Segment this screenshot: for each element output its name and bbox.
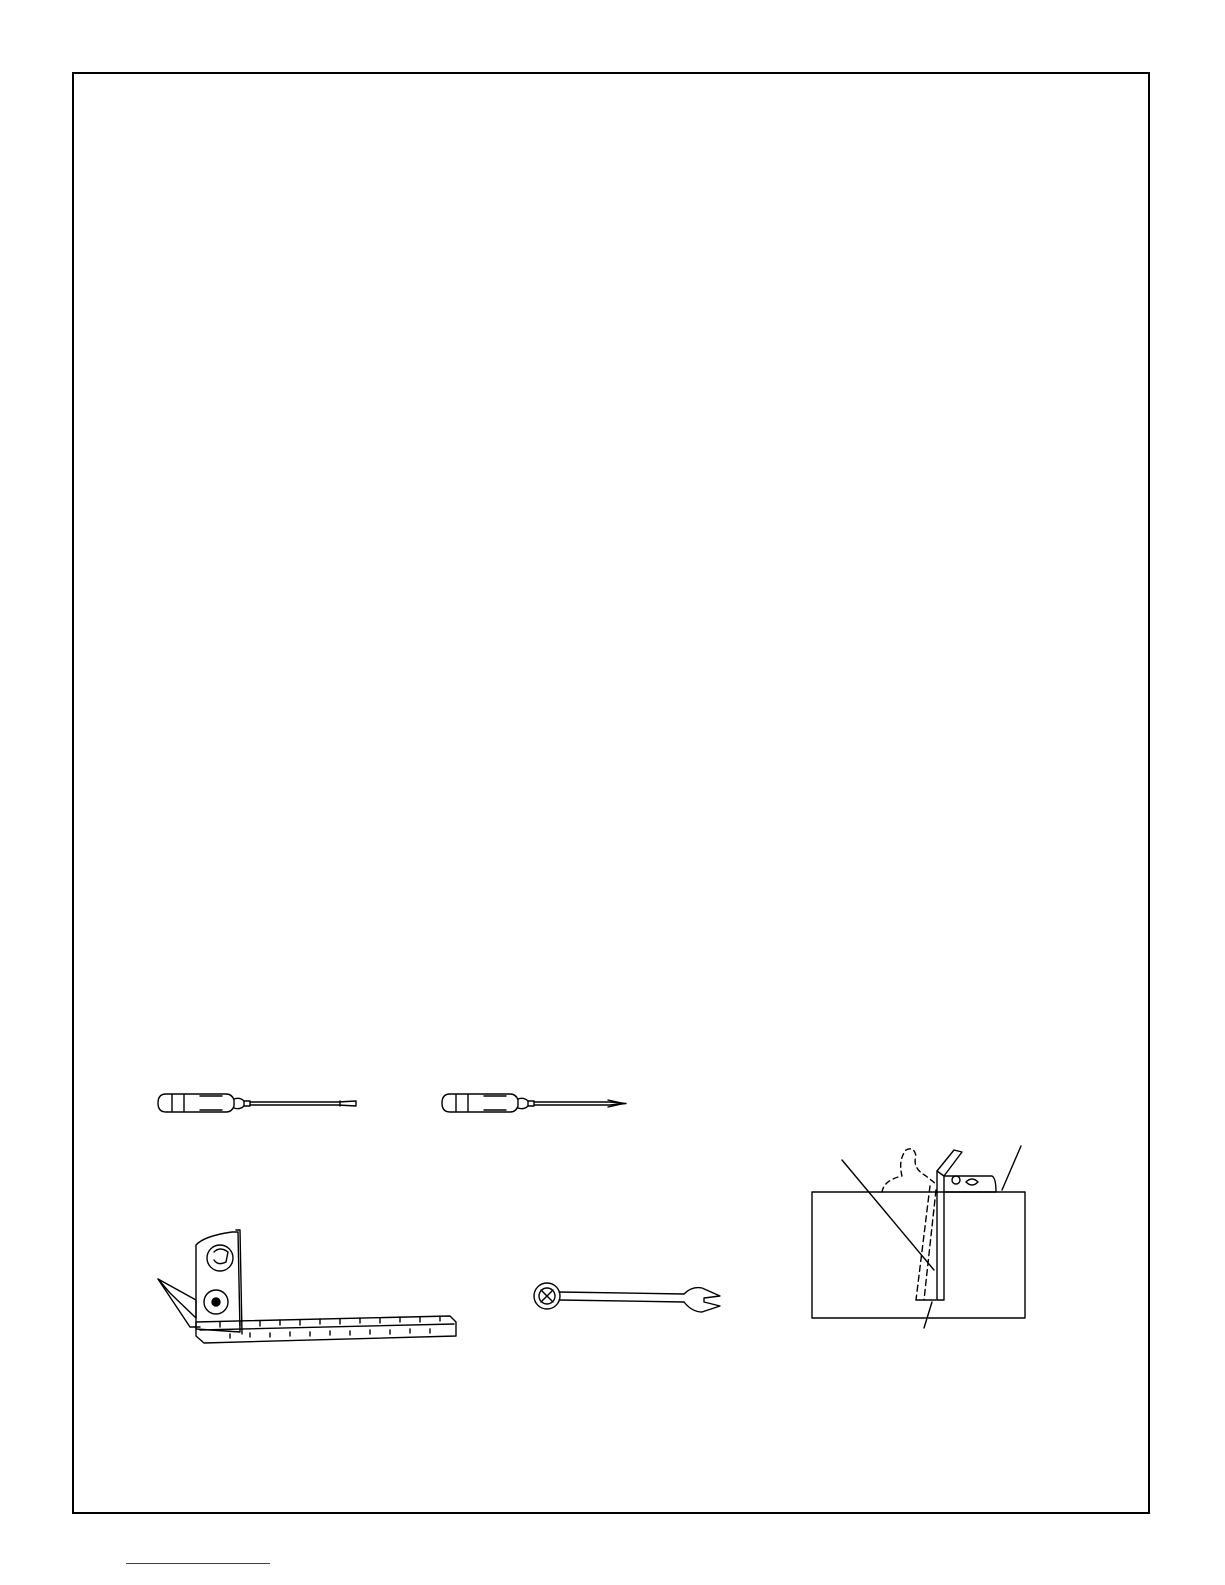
combination-wrench-icon bbox=[534, 1283, 720, 1312]
blade-square-diagram bbox=[812, 1146, 1025, 1328]
footer-link-underline[interactable] bbox=[126, 1563, 270, 1564]
flat-screwdriver-icon bbox=[158, 1094, 356, 1112]
phillips-screwdriver-icon bbox=[442, 1094, 626, 1112]
combination-square-icon bbox=[158, 1230, 456, 1343]
